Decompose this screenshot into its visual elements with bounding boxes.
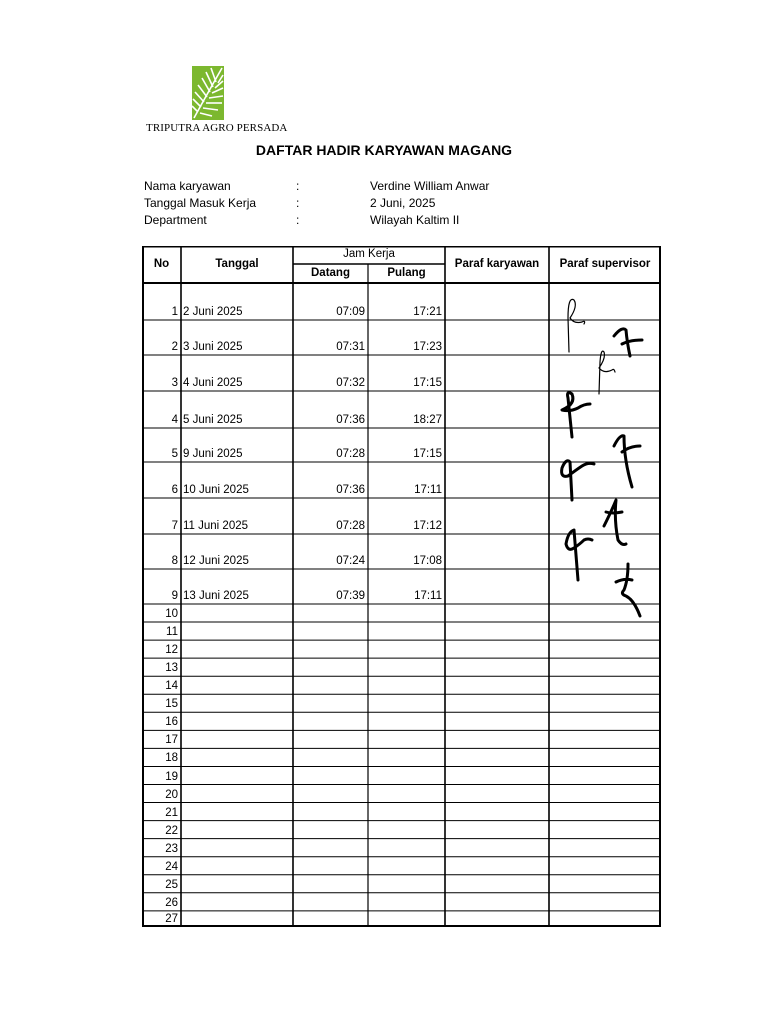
cell-tanggal: 4 Juni 2025 bbox=[183, 377, 243, 389]
cell-datang: 07:36 bbox=[336, 484, 365, 496]
cell-datang: 07:39 bbox=[336, 590, 365, 602]
cell-pulang: 17:08 bbox=[413, 555, 442, 567]
cell-pulang: 17:23 bbox=[413, 341, 442, 353]
header-paraf-karyawan: Paraf karyawan bbox=[454, 258, 540, 270]
company-name: TRIPUTRA AGRO PERSADA bbox=[146, 122, 288, 134]
cell-tanggal: 2 Juni 2025 bbox=[183, 306, 243, 318]
cell-no: 12 bbox=[165, 644, 178, 657]
cell-no: 27 bbox=[165, 913, 178, 925]
cell-no: 7 bbox=[171, 520, 178, 532]
cell-no: 21 bbox=[165, 806, 178, 819]
cell-no: 25 bbox=[165, 878, 178, 891]
cell-no: 4 bbox=[171, 414, 178, 426]
cell-pulang: 17:11 bbox=[414, 484, 442, 496]
company-logo bbox=[146, 66, 286, 138]
cell-pulang: 17:11 bbox=[414, 590, 442, 602]
info-label: Tanggal Masuk Kerja bbox=[144, 196, 257, 210]
cell-no: 11 bbox=[166, 626, 178, 639]
cell-no: 9 bbox=[171, 590, 178, 602]
cell-no: 6 bbox=[171, 484, 178, 496]
cell-no: 5 bbox=[171, 448, 178, 460]
cell-no: 13 bbox=[165, 662, 178, 675]
cell-no: 24 bbox=[165, 860, 178, 873]
cell-no: 26 bbox=[165, 896, 178, 909]
cell-pulang: 17:15 bbox=[413, 448, 442, 460]
info-colon: : bbox=[296, 179, 300, 193]
header-datang: Datang bbox=[311, 267, 350, 279]
cell-pulang: 17:21 bbox=[413, 306, 442, 318]
cell-no: 1 bbox=[171, 306, 178, 318]
cell-tanggal: 11 Juni 2025 bbox=[183, 520, 249, 532]
cell-datang: 07:36 bbox=[336, 414, 365, 426]
cell-datang: 07:09 bbox=[336, 306, 365, 318]
info-value: Verdine William Anwar bbox=[370, 179, 490, 193]
cell-no: 17 bbox=[165, 734, 178, 747]
header-pulang: Pulang bbox=[387, 267, 426, 279]
info-value: 2 Juni, 2025 bbox=[370, 196, 436, 210]
cell-no: 22 bbox=[165, 824, 178, 837]
info-label: Nama karyawan bbox=[144, 179, 231, 193]
cell-no: 3 bbox=[171, 377, 178, 389]
attendance-table bbox=[142, 246, 661, 927]
cell-no: 20 bbox=[165, 788, 178, 801]
cell-no: 2 bbox=[171, 341, 178, 353]
cell-datang: 07:32 bbox=[336, 377, 365, 389]
cell-tanggal: 10 Juni 2025 bbox=[183, 484, 249, 496]
cell-no: 18 bbox=[165, 752, 178, 765]
cell-datang: 07:24 bbox=[336, 555, 365, 567]
cell-no: 8 bbox=[171, 555, 178, 567]
cell-no: 10 bbox=[165, 608, 178, 621]
cell-tanggal: 13 Juni 2025 bbox=[183, 590, 249, 602]
info-label: Department bbox=[144, 213, 207, 227]
cell-datang: 07:31 bbox=[336, 341, 365, 353]
cell-pulang: 17:12 bbox=[413, 520, 442, 532]
header-jam-kerja: Jam Kerja bbox=[343, 248, 395, 260]
info-value: Wilayah Kaltim II bbox=[370, 213, 460, 227]
cell-tanggal: 3 Juni 2025 bbox=[183, 341, 243, 353]
cell-tanggal: 9 Juni 2025 bbox=[183, 448, 243, 460]
cell-no: 14 bbox=[165, 680, 178, 693]
header-tanggal: Tanggal bbox=[215, 258, 259, 270]
header-no: No bbox=[153, 258, 170, 270]
info-colon: : bbox=[296, 213, 300, 227]
cell-tanggal: 5 Juni 2025 bbox=[183, 414, 243, 426]
cell-datang: 07:28 bbox=[336, 448, 365, 460]
cell-tanggal: 12 Juni 2025 bbox=[183, 555, 249, 567]
cell-datang: 07:28 bbox=[336, 520, 365, 532]
info-colon: : bbox=[296, 196, 300, 210]
cell-no: 16 bbox=[165, 716, 178, 729]
cell-no: 15 bbox=[165, 698, 178, 711]
cell-pulang: 17:15 bbox=[413, 377, 442, 389]
palm-leaf-icon bbox=[192, 66, 224, 120]
document-title: DAFTAR HADIR KARYAWAN MAGANG bbox=[255, 142, 513, 158]
cell-pulang: 18:27 bbox=[413, 414, 442, 426]
cell-no: 23 bbox=[165, 842, 178, 855]
header-paraf-supervisor: Paraf supervisor bbox=[559, 258, 651, 270]
cell-no: 19 bbox=[165, 770, 178, 783]
